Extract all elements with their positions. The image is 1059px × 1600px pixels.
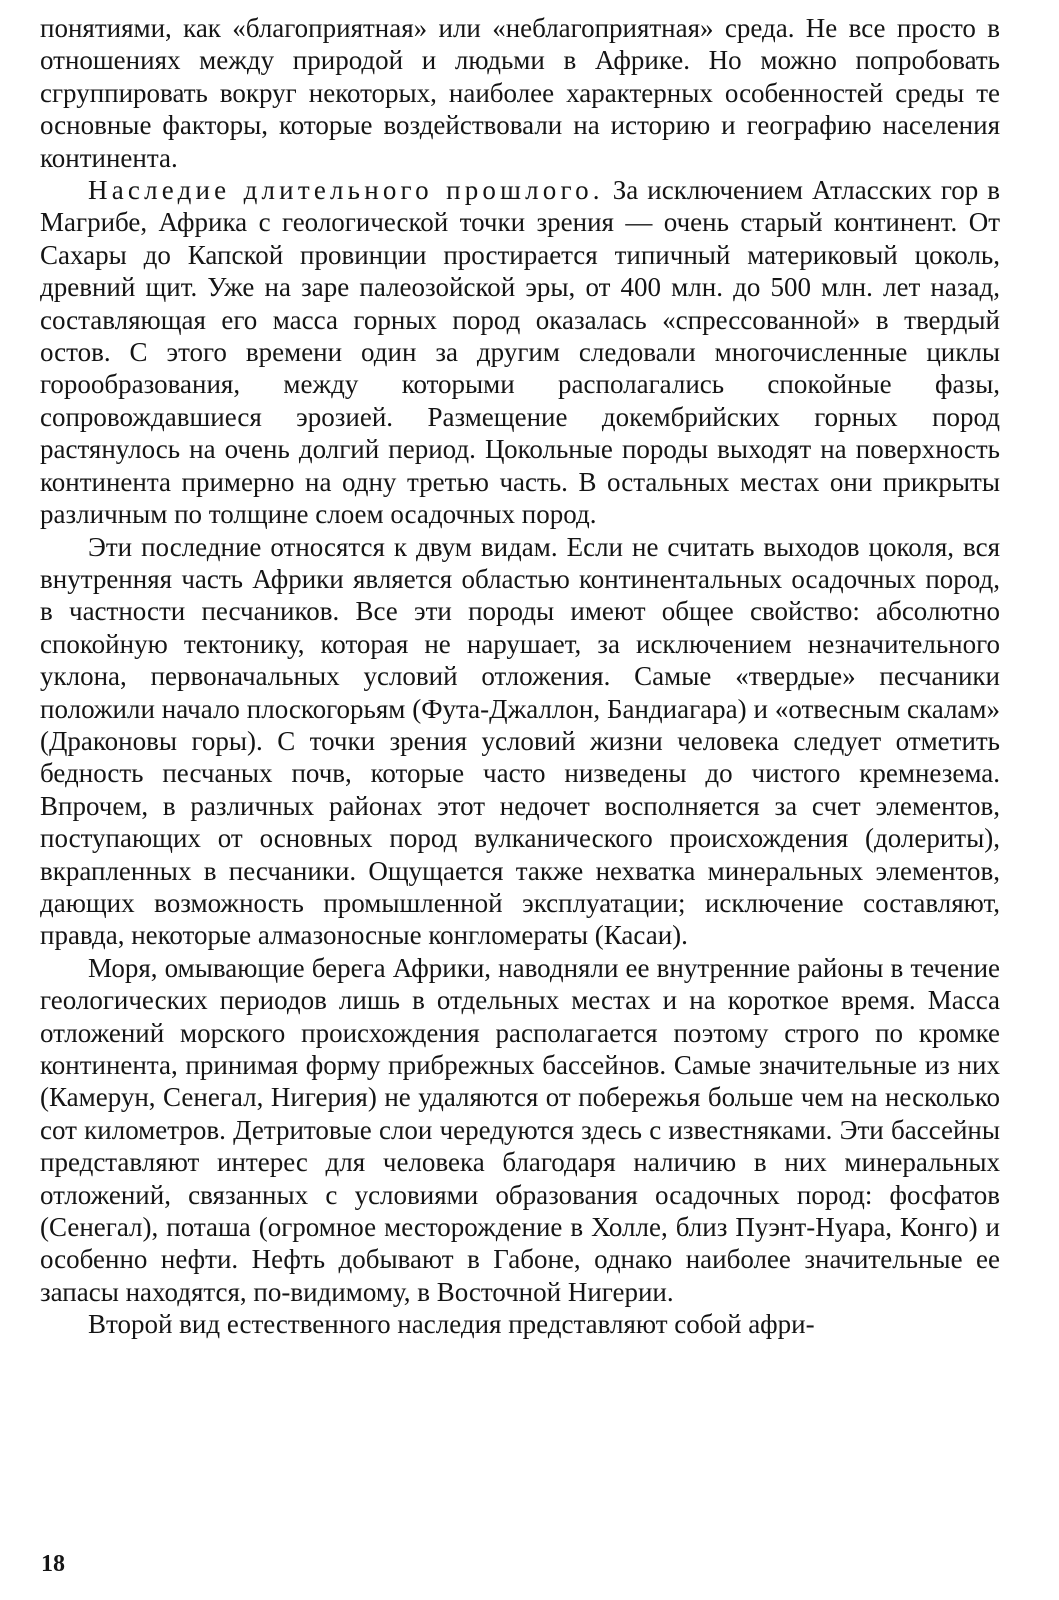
paragraph-continuation: понятиями, как «благоприятная» или «неблагоприятная» среда. Не все просто в отношениях между природой и людьми в Африке. Но можно попробовать сгруппировать вокруг некоторых, наиболее характерных особенностей среды те основные факторы, которые воздействовали на историю и географию населения континента. bbox=[40, 13, 1000, 173]
paragraph-text: За исключением Атласских гор в Магрибе, Африка с геологической точки зрения — очень старый континент. От Сахары до Капской провинции простирается типичный материковый цоколь, древний щит. Уже на заре палеозойской эры, от 400 млн. до 500 млн. лет назад, составляющая его масса горных пород оказалась «спрессованной» в твердый остов. С этого времени один за другим следовали многочисленные циклы горообразования, между которыми располагались спокойные фазы, сопровождавшиеся эрозией. Размещение докембрийских горных пород растянулось на очень долгий период. Цокольные породы выходят на поверхность континента примерно на одну третью часть. В остальных местах они прикрыты различным по толщине слоем осадочных пород. bbox=[40, 175, 1000, 530]
paragraph-sedimentary: Эти последние относятся к двум видам. Если не считать выходов цоколя, вся внутренняя часть Африки является областью континентальных осадочных пород, в частности песчаников. Все эти породы имеют общее свойство: абсолютно спокойную тектонику, которая не нарушает, за исключением незначительного уклона, первоначальных условий отложения. Самые «твердые» песчаники положили начало плоскогорьям (Фута-Джаллон, Бандиагара) и «отвесным скалам» (Драконовы горы). С точки зрения условий жизни человека следует отметить бедность песчаных почв, которые часто низведены до чистого кремнезема. Впрочем, в различных районах этот недочет восполняется за счет элементов, поступающих от основных пород вулканического происхождения (долериты), вкрапленных в песчаники. Ощущается также нехватка минеральных элементов, дающих возможность промышленной эксплуатации; исключение составляют, правда, некоторые алмазоносные конгломераты (Касаи). bbox=[40, 531, 1000, 951]
paragraph-heritage bbox=[40, 174, 1000, 530]
paragraph-seas: Моря, омывающие берега Африки, наводняли ее внутренние районы в течение геологических периодов лишь в отдельных местах и на короткое время. Масса отложений морского происхождения располагается поэтому строго по кромке континента, принимая форму прибрежных бассейнов. Самые значительные из них (Камерун, Сенегал, Нигерия) не удаляются от побережья больше чем на несколько сот километров. Детритовые слои чередуются здесь с известняками. Эти бассейны представляют интерес для человека благодаря наличию в них минеральных отложений, связанных с условиями образования осадочных пород: фосфатов (Сенегал), поташа (огромное месторождение в Холле, близ Пуэнт-Нуара, Конго) и особенно нефти. Нефть добывают в Габоне, однако наиболее значительные ее запасы находятся, по-видимому, в Восточной Нигерии. bbox=[40, 952, 1000, 1307]
run-in-heading: Наследие длительного прошлого. bbox=[88, 175, 604, 206]
page-number: 18 bbox=[41, 1551, 65, 1577]
page-body bbox=[40, 12, 1000, 1341]
paragraph-second-kind: Второй вид естественного наследия представляют собой афри- bbox=[88, 1309, 815, 1340]
